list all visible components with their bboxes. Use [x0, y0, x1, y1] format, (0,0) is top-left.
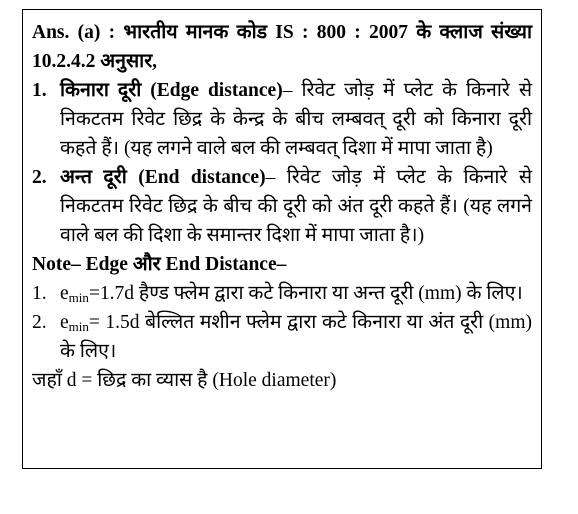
note-subscript: min — [68, 319, 89, 334]
definition-body — [60, 163, 532, 250]
definition-term: किनारा दूरी (Edge distance) — [60, 80, 283, 101]
note-body — [60, 308, 532, 366]
note-body — [60, 279, 532, 308]
note-symbol: e — [60, 283, 69, 304]
definition-text: – रिवेट जोड़ में प्लेट के किनारे से निकटतम रिवेट छिद्र के केन्द्र के बीच लम्बवत् दूरी को किनारा दूरी कहते हैं। (यह लगने वाले बल की लम्बवत् दिशा में मापा जाता है) — [60, 80, 532, 159]
note-text: = 1.5d बेल्लित मशीन फ्लेम द्वारा कटे किनारा या अंत दूरी (mm) के लिए। — [60, 312, 532, 362]
definition-body — [60, 76, 532, 163]
note-subscript: min — [68, 290, 89, 305]
note-heading: Note– Edge और End Distance– — [32, 254, 287, 275]
note-number: 2. — [32, 312, 47, 333]
answer-intro — [32, 18, 532, 76]
note-symbol: e — [60, 312, 69, 333]
definition-number: 1. — [32, 80, 47, 101]
definition-item-end — [32, 163, 532, 250]
note-item-machine-flame — [32, 308, 532, 366]
answer-intro-text: भारतीय मानक कोड IS : 800 : 2007 के क्लाज संख्या 10.2.4.2 अनुसार, — [32, 22, 532, 72]
note-text: =1.7d हैण्ड फ्लेम द्वारा कटे किनारा या अन्त दूरी (mm) के लिए। — [88, 283, 523, 304]
definition-item-edge — [32, 76, 532, 163]
definition-text: – रिवेट जोड़ में प्लेट के किनारे से निकटतम रिवेट छिद्र के बीच की दूरी को अंत दूरी कहते हैं। (यह लगने वाले बल की दिशा के समान्तर दिशा में मापा जाता है।) — [60, 167, 533, 246]
definition-term: अन्त दूरी (End distance) — [60, 167, 266, 188]
definition-number: 2. — [32, 167, 47, 188]
note-item-hand-flame — [32, 279, 532, 308]
note-footer: जहाँ d = छिद्र का व्यास है (Hole diameter) — [32, 370, 337, 391]
note-number: 1. — [32, 283, 47, 304]
answer-prefix: Ans. (a) : — [32, 22, 124, 43]
answer-box — [22, 9, 542, 469]
